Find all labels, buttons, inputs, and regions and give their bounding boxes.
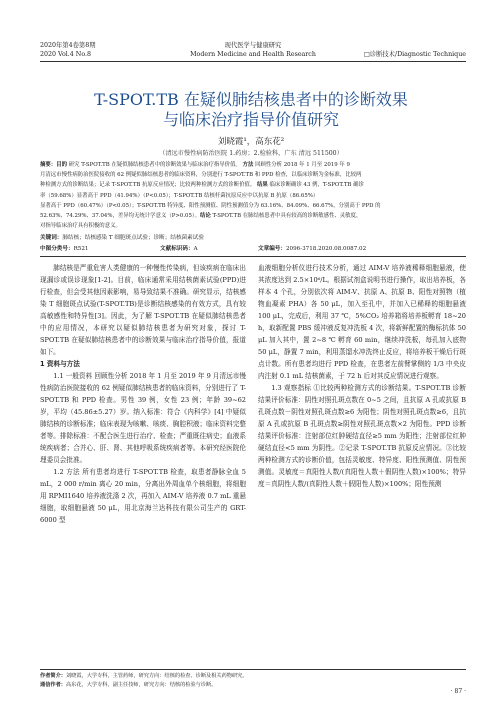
keywords: 关键词：肺结核；结核感染 T 细胞斑点试验；诊断；结核菌素试验 — [40, 235, 204, 241]
footnote-rule — [40, 669, 466, 670]
authors: 刘晓霞¹，高东花² — [217, 137, 285, 147]
issue-cn: 2020年第4卷第8期 — [40, 42, 96, 49]
issue-en: 2020 Vol.4 No.8 — [40, 51, 92, 58]
page-number: · 87 · — [450, 688, 466, 695]
footnote: 作者简介：刘晓霞，大学专科，主管药师，研究方向：结核的检查、诊断及相关药物研究。 通信作者：高东花，大学专科，副主任技师，研究方向：结核的检验与诊断。 — [40, 673, 248, 688]
article-number: 文章编号：2096-3718.2020.08.0087.02 — [258, 246, 367, 252]
section-label: □诊断技术/Diagnostic Technique — [363, 51, 466, 58]
method-paragraph: 1.2 方法 所有患者均进行 T-SPOT.TB 检查，取患者静脉全血 5 mL，2 000 r/min 离心 20 min，分离出外周血单个核细胞，将细胞用 RPMI1640 培养液洗涤 2 次，再加入 AIM-V 培养液 0.7 mL 重悬细胞，取细胞悬液 50 μL，用北京海兰达科技有限公司生产的 GRT-6000 型 — [40, 468, 246, 524]
title-line-1: T-SPOT.TB 在疑似肺结核患者中的诊断效果 — [94, 90, 408, 109]
clc-number: 中图分类号：R521 — [40, 246, 89, 252]
left-column — [40, 262, 246, 526]
journal-en: Modern Medicine and Health Research — [190, 51, 316, 58]
right-column — [258, 262, 466, 490]
abstract-rule — [40, 256, 466, 257]
general-data-paragraph: 1.1 一般资料 回顾性分析 2018 年 1 月至 2019 年 9 月清远市慢性病防治医院接收的 62 例疑似肺结核患者的临床资料，分别进行了 T-SPOT.TB 和 PPD 检查。男性 39 例，女性 23 例；年龄 39~62 岁，平均（45.86±5.27）岁。纳入标准：符合《内科学》[4] 中疑似肺结核的诊断标准；临床表现为咳嗽、咳痰、胸腔积液；临床资料完整者等。排除标准：不配合医生进行治疗、检查；严重既往病史；血液系统疾病者；合并心、肝、肾、其他呼吸系统疾病者等。本研究经医院伦理委员会批准。 — [40, 372, 246, 464]
section-heading: 1 资料与方法 — [40, 360, 80, 368]
title-line-2: 与临床治疗指导价值研究 — [162, 110, 339, 129]
abstract-label: 摘要： — [40, 162, 57, 168]
affiliation: （清远市慢性病防治医院 1.药房；2.检验科，广东 清远 511500） — [159, 150, 343, 157]
abstract: 摘要：目的 研究 T-SPOT.TB 在疑似肺结核患者中的诊断效果与临床治疗指导价值。 方法 回顾性分析 2018 年 1 月至 2019 年 9 月清远市慢性病防治医院接收的 62 例疑似肺结核患者的临床资料，分别进行 T-SPOT.TB 和 PPD 检查，以临床诊断为金标准，比较两 种检测方式的诊断结果；记录 T-SPOT.TB 抗原反应情况；比较两种检测方式的诊断价值。 结果 临床诊断确诊 43 例，T-SPOT.TB 确诊 率（59.68%）显著高于 PPD（41.94%）（P<0.05）；T-SPOT.TB 结核杆菌抗原反应中以抗原 B 抗原（86.65%） 显著高于 PPD（60.47%）（P<0.05）；T-SPOT.TB 特异度、阳性预测值、阴性预测值分为 63.16%、84.09%、66.67%，分别高于 PPD 的 52.63%、74.29%、37.04%，差异均无统计学意义（P>0.05）。结论 T-SPOT.TB 在肺结核患者中具有较高的诊断敏感性、灵敏度， 对指导临床治疗具有积极的意义。 — [40, 162, 381, 230]
document-code: 文献标识码：A — [160, 246, 198, 252]
method-continued-paragraph: 血液细胞分析仪进行技术分析，通过 AIM-V 培养液稀释细胞悬液，使其浓度达到 2.5×10⁶/L。根据试剂盒说明书进行操作，取出培养板，各样本 4 个孔，分别依次将 AIM-V、抗原 A、抗原 B、阳性对照物（植物血凝素 PHA）各 50 μL，加入至孔中，并加入已稀释的细胞悬液 100 μL，完成后，利用 37 ℃，5%CO₂ 培养箱将培养板孵育 18~20 h，取新配置 PBS 缓冲液反复冲洗板 4 次，将新鲜配置的酶标抗体 50 μL 加入其中，置 2~8 ℃ 孵育 60 min，继续冲洗板，每孔加入底物 50 μL，静置 7 min，利用蒸馏水冲洗终止反应，将培养板干燥后行斑点计数。所有患者均进行 PPD 检查，在患者左前臂掌侧的 1/3 中央皮内注射 0.1 mL 结核菌素，于 72 h 后对其反应情况进行观察。 — [258, 264, 466, 380]
journal-cn: 现代医学与健康研究 — [224, 42, 282, 49]
observation-paragraph: 1.3 观察指标 ①比较两种检测方式的诊断结果。T-SPOT.TB 诊断结果评价标准：阴性对照孔斑点数在 0~5 之间，且抗原 A 孔或抗原 B 孔斑点数－阴性对照孔斑点数≥6 为阳性；阴性对照孔斑点数≥6，且抗原 A 孔或抗原 B 孔斑点数≥阴性对照孔斑点数×2 为阳性。PPD 诊断结果评价标准：注射部位红肿硬结直径≥5 mm 为阳性；注射部位红肿硬结直径<5 mm 为阴性。②记录 T-SPOT.TB 抗原反应情况。③比较两种检测方式的诊断价值，包括灵敏度、特异度、阳性预测值、阴性预测值。灵敏度＝真阳性人数/(真阳性人数＋假阴性人数)×100%；特异度＝真阴性人数/(真阴性人数＋假阳性人数)×100%；阳性预测 — [258, 384, 466, 488]
intro-paragraph: 肺结核是严重危害人类健康的一种慢性传染病，但该疾病在临床出现漏诊或误诊现象[1-2]。目前，临床通常采用结核菌素试验(PPD)进行检查，但会受其他因素影响，易导致结果不准确。研究显示，结核感染 T 细胞斑点试验(T-SPOT.TB)是诊断结核感染的有效方式，具有较高敏感性和特异性[3]。因此，为了解 T-SPOT.TB 在疑似肺结核患者中的应用情况，本研究以疑似肺结核患者为研究对象，探讨 T-SPOT.TB 在疑似肺结核患者中的诊断效果与临床治疗指导价值，报道如下。 — [40, 264, 246, 356]
header-rule — [40, 61, 466, 62]
